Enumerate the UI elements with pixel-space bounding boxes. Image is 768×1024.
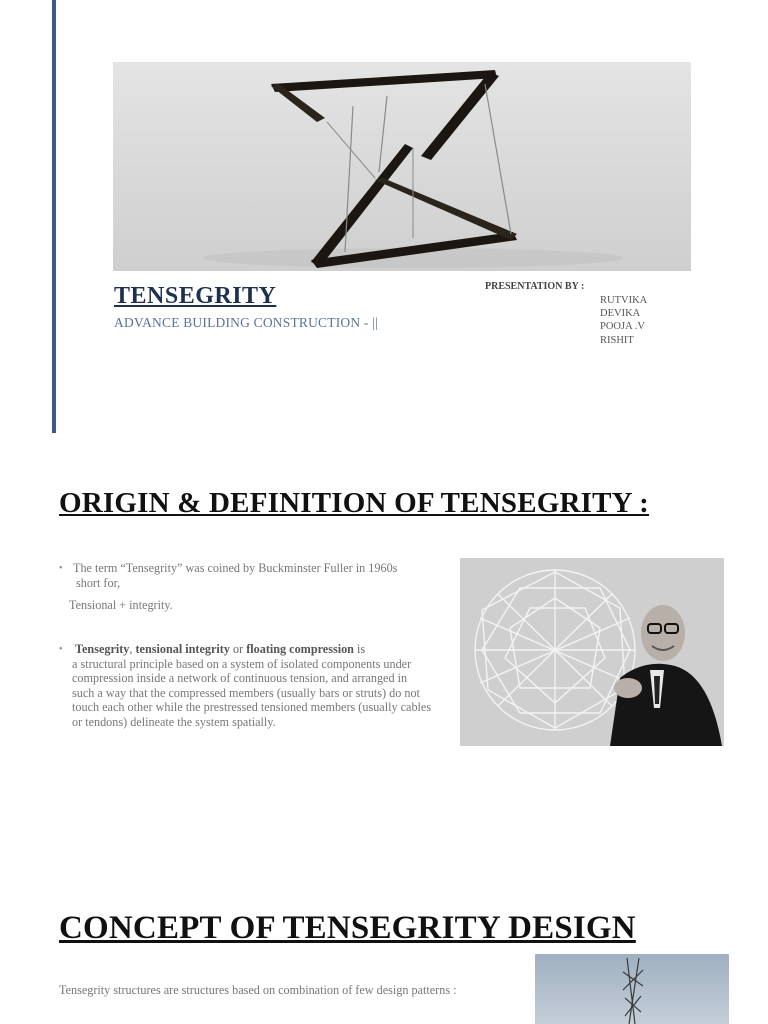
concept-intro-text: Tensegrity structures are structures based on combination of few design patterns :: [59, 983, 457, 997]
presenter-name: POOJA .V: [600, 321, 645, 333]
presenter-name: RUTVIKA: [600, 295, 648, 306]
bullet-origin-text: [73, 561, 443, 590]
presentation-by-label: PRESENTATION BY :: [485, 281, 585, 292]
tensional-integrity-text: Tensional + integrity.: [69, 598, 173, 612]
bullet-origin-line: The term “Tensegrity” was coined by Buckminster Fuller in 1960s: [73, 561, 398, 575]
title-slide: [0, 0, 768, 435]
separator: is: [353, 642, 366, 656]
bullet-definition-text: [72, 642, 432, 730]
tensegrity-model-image: [113, 62, 691, 271]
presenter-list: [600, 294, 647, 347]
bullet-origin-line: short for,: [76, 575, 121, 590]
definition-lead: [72, 642, 432, 657]
definition-body: a structural principle based on a system of isolated components under compression inside a network of continuous tension, and arranged in such a way that the compressed members (usually bars or struts) do not touch each other while the prestressed tensioned members (usually cables or tendons) delineate the system spatially.: [72, 656, 432, 729]
presenter-name: DEVIKA: [600, 308, 641, 320]
bullet-dot-icon: •: [59, 563, 63, 574]
concept-design-heading: CONCEPT OF TENSEGRITY DESIGN: [59, 910, 636, 946]
presentation-subtitle: ADVANCE BUILDING CONSTRUCTION - ||: [114, 315, 378, 330]
term-tensegrity: Tensegrity: [75, 642, 130, 656]
origin-definition-heading: ORIGIN & DEFINITION OF TENSEGRITY :: [59, 487, 650, 519]
separator: ,: [129, 642, 136, 656]
presenter-name: RISHIT: [600, 334, 634, 346]
separator: or: [229, 642, 247, 656]
term-tensional-integrity: tensional integrity: [135, 642, 230, 656]
presentation-title: TENSEGRITY: [114, 283, 277, 309]
accent-bar: [52, 0, 56, 433]
bullet-dot-icon: •: [59, 644, 63, 655]
term-floating-compression: floating compression: [246, 642, 354, 656]
buckminster-fuller-photo: [460, 558, 724, 746]
tensegrity-tower-photo: [535, 954, 729, 1024]
